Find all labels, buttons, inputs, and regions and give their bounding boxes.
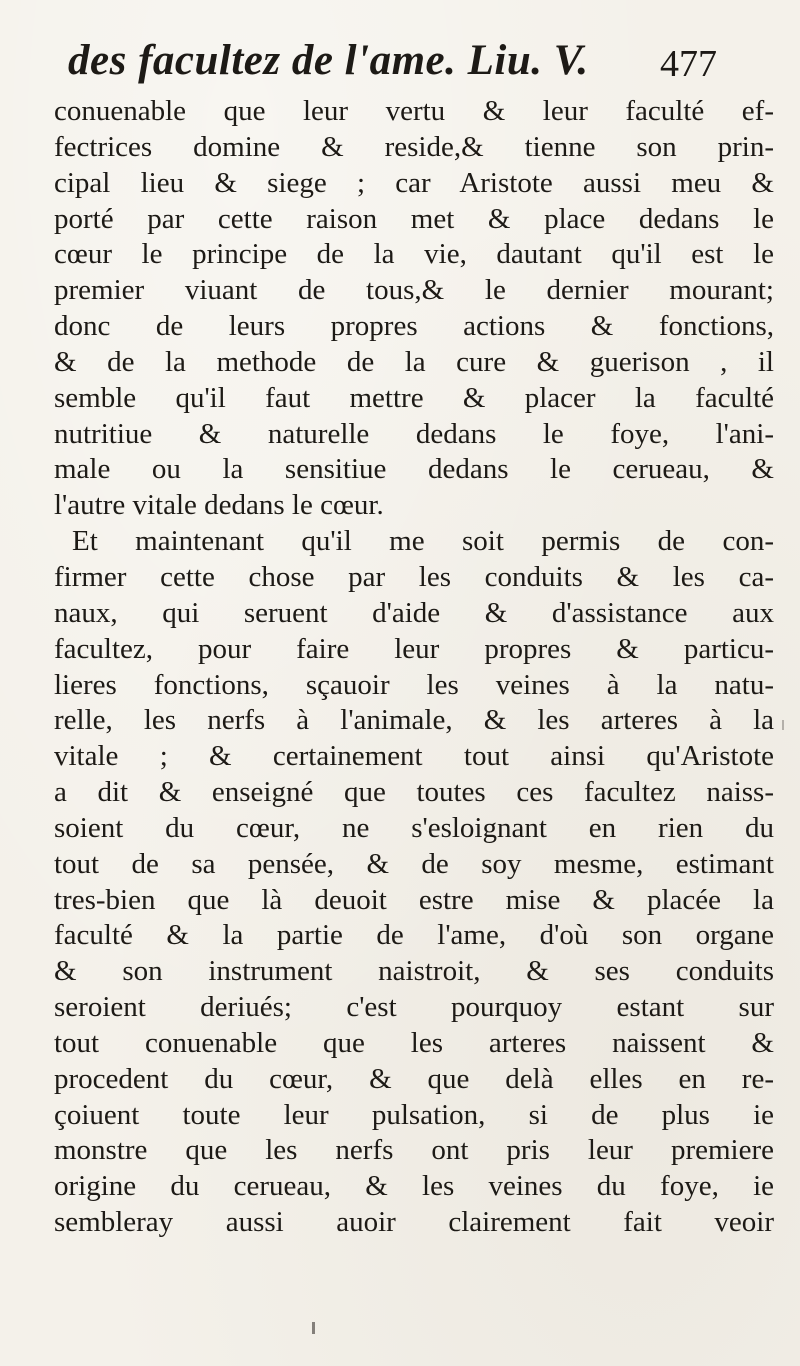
running-title: des facultez de l'ame. Liu. V. [68, 37, 589, 84]
text-line: naux, qui seruent d'aide & d'assistance aux [54, 596, 774, 629]
text-line: donc de leurs propres actions & fonctions, [54, 310, 774, 343]
page-number: 477 [660, 43, 717, 85]
text-line: çoiuent toute leur pulsation, si de plus ie [54, 1098, 774, 1131]
text-line: relle, les nerfs à l'animale, & les arteres à la [54, 704, 774, 737]
text-line: faculté & la partie de l'ame, d'où son organe [54, 919, 774, 952]
text-line: cœur le principe de la vie, dautant qu'il est le [54, 238, 774, 271]
text-line: porté par cette raison met & place dedans le [54, 202, 774, 235]
text-line: tres-bien que là deuoit estre mise & placée la [54, 883, 774, 916]
ink-speck [782, 720, 784, 730]
text-line: monstre que les nerfs ont pris leur premiere [54, 1134, 774, 1167]
text-line: & de la methode de la cure & guerison , il [54, 345, 774, 378]
text-line: seroient deriués; c'est pourquoy estant sur [54, 991, 774, 1024]
page-header [68, 36, 748, 96]
text-line: origine du cerueau, & les veines du foye, ie [54, 1170, 774, 1203]
text-line: Et maintenant qu'il me soit permis de con- [72, 525, 774, 558]
text-line: a dit & enseigné que toutes ces facultez naiss- [54, 776, 774, 809]
text-line: premier viuant de tous,& le dernier mourant; [54, 274, 774, 307]
text-line: lieres fonctions, sçauoir les veines à la natu- [54, 668, 774, 701]
text-line: tout conuenable que les arteres naissent & [54, 1026, 774, 1059]
text-line: procedent du cœur, & que delà elles en re- [54, 1062, 774, 1095]
text-line: firmer cette chose par les conduits & les ca- [54, 560, 774, 593]
body-text [54, 94, 774, 1241]
text-line: & son instrument naistroit, & ses conduits [54, 955, 774, 988]
text-line: cipal lieu & siege ; car Aristote aussi meu & [54, 166, 774, 199]
text-line: vitale ; & certainement tout ainsi qu'Aristote [54, 740, 774, 773]
text-line: facultez, pour faire leur propres & particu- [54, 632, 774, 665]
text-line: sembleray aussi auoir clairement fait veoir [54, 1206, 774, 1239]
ink-speck [312, 1322, 315, 1334]
text-line: tout de sa pensée, & de soy mesme, estimant [54, 847, 774, 880]
text-line: male ou la sensitiue dedans le cerueau, & [54, 453, 774, 486]
text-line: soient du cœur, ne s'esloignant en rien du [54, 811, 774, 844]
text-line: l'autre vitale dedans le cœur. [54, 489, 384, 522]
text-line: fectrices domine & reside,& tienne son prin- [54, 130, 774, 163]
text-line: conuenable que leur vertu & leur faculté ef- [54, 95, 774, 127]
text-line: semble qu'il faut mettre & placer la faculté [54, 381, 774, 414]
text-line: nutritiue & naturelle dedans le foye, l'ani- [54, 417, 774, 450]
